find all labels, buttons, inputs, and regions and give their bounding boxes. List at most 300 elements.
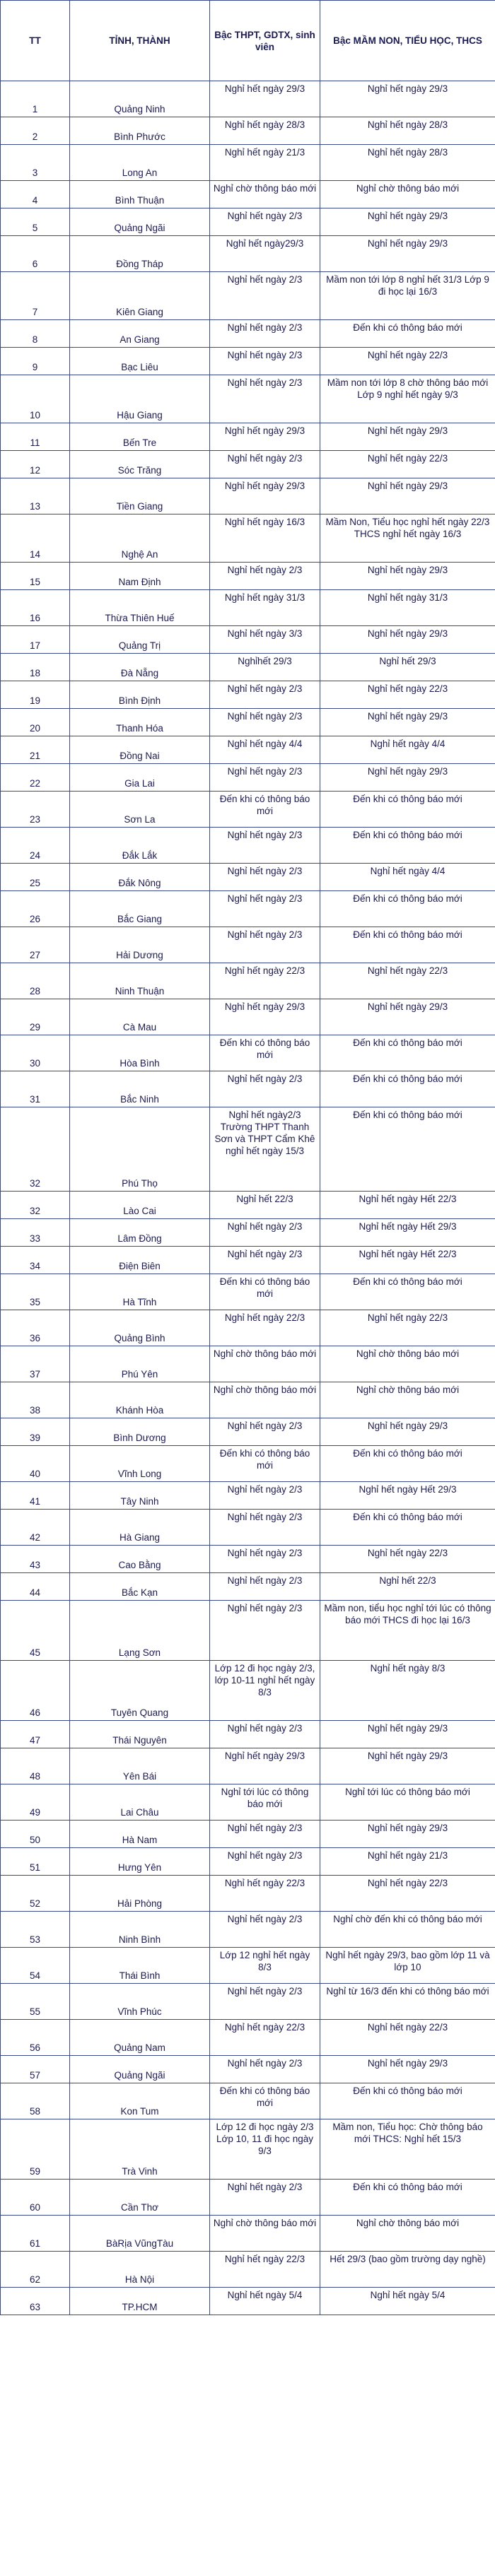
row-number: 29 [1,999,70,1035]
row-number: 37 [1,1346,70,1382]
table-row [1,1071,495,1107]
province-name: Yên Bái [70,1748,210,1784]
row-number: 16 [1,590,70,626]
row-number: 18 [1,654,70,681]
province-name: Nam Định [70,563,210,590]
thpt-status: Nghỉ hết ngày 29/3 [210,423,320,451]
thpt-status: Nghỉ hết ngày 2/3 [210,864,320,891]
row-number: 15 [1,563,70,590]
province-name: Ninh Bình [70,1912,210,1948]
province-name: Sơn La [70,792,210,828]
table-row [1,2020,495,2056]
thpt-status: Đến khi có thông báo mới [210,792,320,828]
thpt-status: Nghỉ hết ngày 2/3 [210,764,320,792]
province-name: Tuyên Quang [70,1661,210,1721]
province-name: Hậu Giang [70,375,210,423]
row-number: 51 [1,1848,70,1876]
preschool-status: Nghỉ hết ngày 29/3, bao gồm lớp 11 và lớp 10 [320,1948,495,1984]
thpt-status: Nghỉ hết ngày 21/3 [210,145,320,181]
preschool-status: Nghỉ hết ngày 29/3 [320,563,495,590]
row-number: 24 [1,828,70,864]
province-name: TP.HCM [70,2288,210,2315]
thpt-status: Nghỉ hết ngày 2/3 [210,2180,320,2216]
province-name: Hà Giang [70,1510,210,1546]
preschool-status: Nghỉ hết ngày 29/3 [320,1748,495,1784]
preschool-status: Nghỉ hết ngày 29/3 [320,1418,495,1446]
table-row [1,1848,495,1876]
row-number: 3 [1,145,70,181]
thpt-status: Nghỉ hết ngày 29/3 [210,478,320,514]
thpt-status: Nghỉ hết ngày 22/3 [210,1876,320,1912]
thpt-status: Đến khi có thông báo mới [210,1274,320,1310]
row-number: 19 [1,681,70,709]
row-number: 43 [1,1546,70,1573]
thpt-status: Nghỉ chờ thông báo mới [210,1346,320,1382]
thpt-status: Nghỉ hết ngày 28/3 [210,117,320,145]
row-number: 56 [1,2020,70,2056]
table-row [1,272,495,320]
preschool-status: Nghỉ hết 29/3 [320,654,495,681]
preschool-status: Nghỉ hết ngày 28/3 [320,117,495,145]
thpt-status: Nghỉ hết ngày 2/3 [210,1573,320,1601]
thpt-status: Nghỉ hết ngày 22/3 [210,963,320,999]
province-name: Đà Nẵng [70,654,210,681]
thpt-status: Nghỉ hết ngày 2/3 [210,1848,320,1876]
table-row [1,1748,495,1784]
table-row [1,864,495,891]
row-number: 12 [1,451,70,478]
row-number: 13 [1,478,70,514]
row-number: 46 [1,1661,70,1721]
province-name: Kon Tum [70,2083,210,2119]
table-row [1,1912,495,1948]
table-row [1,736,495,764]
preschool-status: Đến khi có thông báo mới [320,1071,495,1107]
preschool-status: Đến khi có thông báo mới [320,828,495,864]
table-row [1,1482,495,1510]
province-name: Cần Thơ [70,2180,210,2216]
row-number: 41 [1,1482,70,1510]
table-row [1,1546,495,1573]
preschool-status: Đến khi có thông báo mới [320,792,495,828]
row-number: 5 [1,208,70,236]
thpt-status: Nghỉ hết ngày 2/3 [210,1482,320,1510]
province-name: Bình Phước [70,117,210,145]
thpt-status: Nghỉ hết ngày 2/3 [210,272,320,320]
preschool-status: Nghỉ hết ngày 29/3 [320,236,495,272]
province-name: Đồng Tháp [70,236,210,272]
province-name: Ninh Thuận [70,963,210,999]
preschool-status: Nghỉ hết ngày 8/3 [320,1661,495,1721]
table-row [1,375,495,423]
table-row [1,828,495,864]
preschool-status: Đến khi có thông báo mới [320,2180,495,2216]
table-row [1,1601,495,1661]
preschool-status: Nghỉ hết ngày 28/3 [320,145,495,181]
row-number: 6 [1,236,70,272]
preschool-status: Nghỉ hết ngày Hết 22/3 [320,1192,495,1219]
thpt-status: Nghỉ hết 22/3 [210,1192,320,1219]
province-name: Trà Vinh [70,2119,210,2180]
province-name: Bến Tre [70,423,210,451]
thpt-status: Nghỉ hết ngày29/3 [210,236,320,272]
preschool-status: Nghỉ hết ngày Hết 29/3 [320,1219,495,1247]
preschool-status: Nghỉ hết ngày 29/3 [320,81,495,117]
province-name: Đắk Lắk [70,828,210,864]
table-row [1,681,495,709]
table-row [1,1247,495,1274]
row-number: 1 [1,81,70,117]
preschool-status: Nghỉ chờ thông báo mới [320,2216,495,2252]
preschool-status: Hết 29/3 (bao gồm trường dạy nghề) [320,2252,495,2288]
preschool-status: Nghỉ hết ngày 21/3 [320,1848,495,1876]
thpt-status: Nghỉ hết ngày 2/3 [210,1984,320,2020]
table-row [1,2288,495,2315]
table-row [1,1984,495,2020]
province-name: Thừa Thiên Huế [70,590,210,626]
table-row [1,1784,495,1821]
preschool-status: Mầm non, Tiểu học: Chờ thông báo mới THCS: Nghỉ hết 15/3 [320,2119,495,2180]
row-number: 22 [1,764,70,792]
province-name: Vĩnh Phúc [70,1984,210,2020]
table-row [1,927,495,963]
row-number: 63 [1,2288,70,2315]
preschool-status: Nghỉ chờ thông báo mới [320,1382,495,1418]
row-number: 42 [1,1510,70,1546]
row-number: 33 [1,1219,70,1247]
province-name: Phú Yên [70,1346,210,1382]
preschool-status: Nghỉ hết ngày 29/3 [320,764,495,792]
row-number: 7 [1,272,70,320]
row-number: 53 [1,1912,70,1948]
province-name: Hà Nội [70,2252,210,2288]
thpt-status: Nghỉ chờ thông báo mới [210,181,320,208]
thpt-status: Đến khi có thông báo mới [210,1446,320,1482]
preschool-status: Nghỉ hết ngày 29/3 [320,478,495,514]
table-row [1,1035,495,1071]
province-name: Tiền Giang [70,478,210,514]
table-row [1,1948,495,1984]
row-number: 55 [1,1984,70,2020]
table-row [1,626,495,654]
row-number: 52 [1,1876,70,1912]
table-row [1,2180,495,2216]
thpt-status: Nghỉ hết ngày 31/3 [210,590,320,626]
table-row [1,2119,495,2180]
row-number: 11 [1,423,70,451]
province-name: Sóc Trăng [70,451,210,478]
province-name: Bắc Kạn [70,1573,210,1601]
table-row [1,590,495,626]
table-body [1,81,495,2315]
province-name: Thái Bình [70,1948,210,1984]
province-name: Quảng Trị [70,626,210,654]
table-row [1,1346,495,1382]
table-row [1,1721,495,1748]
table-row [1,348,495,375]
table-row [1,423,495,451]
thpt-status: Nghỉ hết ngày 2/3 [210,1821,320,1848]
province-name: Gia Lai [70,764,210,792]
province-name: Bình Dương [70,1418,210,1446]
province-name: Đồng Nai [70,736,210,764]
row-number: 35 [1,1274,70,1310]
province-name: Hải Phòng [70,1876,210,1912]
thpt-status: Nghỉ hết ngày 2/3 [210,891,320,927]
thpt-status: Nghỉhết 29/3 [210,654,320,681]
thpt-status: Nghỉ hết ngày 2/3 [210,681,320,709]
preschool-status: Nghỉ hết ngày 29/3 [320,626,495,654]
table-row [1,1876,495,1912]
province-name: Bình Thuận [70,181,210,208]
row-number: 36 [1,1310,70,1346]
thpt-status: Nghỉ hết ngày 4/4 [210,736,320,764]
thpt-status: Nghỉ tới lúc có thông báo mới [210,1784,320,1821]
thpt-status: Nghỉ hết ngày 3/3 [210,626,320,654]
preschool-status: Đến khi có thông báo mới [320,2083,495,2119]
preschool-status: Đến khi có thông báo mới [320,1035,495,1071]
table-row [1,891,495,927]
preschool-status: Nghỉ hết ngày 22/3 [320,963,495,999]
table-row [1,236,495,272]
thpt-status: Nghỉ hết ngày 2/3 [210,375,320,423]
province-name: Quảng Ngãi [70,208,210,236]
preschool-status: Nghỉ hết ngày 29/3 [320,1721,495,1748]
preschool-status: Đến khi có thông báo mới [320,1274,495,1310]
thpt-status: Lớp 12 nghỉ hết ngày 8/3 [210,1948,320,1984]
thpt-status: Nghỉ chờ thông báo mới [210,2216,320,2252]
preschool-status: Đến khi có thông báo mới [320,891,495,927]
province-name: Long An [70,145,210,181]
preschool-status: Mầm Non, Tiểu học nghỉ hết ngày 22/3 THCS nghỉ hết ngày 16/3 [320,514,495,563]
province-name: Quảng Ninh [70,81,210,117]
province-name: Nghệ An [70,514,210,563]
preschool-status: Nghỉ hết ngày 5/4 [320,2288,495,2315]
table-row [1,1192,495,1219]
table-row [1,999,495,1035]
row-number: 9 [1,348,70,375]
preschool-status: Mầm non, tiểu học nghỉ tới lúc có thông báo mới THCS đi học lại 16/3 [320,1601,495,1661]
preschool-status: Đến khi có thông báo mới [320,927,495,963]
province-name: Hưng Yên [70,1848,210,1876]
row-number: 28 [1,963,70,999]
preschool-status: Nghỉ tới lúc có thông báo mới [320,1784,495,1821]
preschool-status: Nghỉ hết ngày 22/3 [320,348,495,375]
table-row [1,181,495,208]
row-number: 54 [1,1948,70,1984]
province-name: Vĩnh Long [70,1446,210,1482]
preschool-status: Nghỉ chờ đến khi có thông báo mới [320,1912,495,1948]
thpt-status: Nghỉ hết ngày 22/3 [210,2252,320,2288]
preschool-status: Nghỉ chờ thông báo mới [320,181,495,208]
province-name: Lào Cai [70,1192,210,1219]
row-number: 57 [1,2056,70,2083]
preschool-status: Mầm non tới lớp 8 chờ thông báo mới Lớp 9 nghỉ hết ngày 9/3 [320,375,495,423]
preschool-status: Nghỉ hết ngày 22/3 [320,1876,495,1912]
table-row [1,2083,495,2119]
thpt-status: Nghỉ hết ngày 22/3 [210,2020,320,2056]
thpt-status: Nghỉ hết ngày 2/3 [210,1219,320,1247]
preschool-status: Nghỉ hết ngày 22/3 [320,451,495,478]
thpt-status: Nghỉ hết ngày 2/3 [210,1418,320,1446]
province-name: Phú Thọ [70,1107,210,1192]
thpt-status: Đến khi có thông báo mới [210,1035,320,1071]
thpt-status: Nghỉ hết ngày 2/3 [210,1912,320,1948]
row-number: 59 [1,2119,70,2180]
province-name: Cà Mau [70,999,210,1035]
preschool-status: Nghỉ hết ngày 22/3 [320,1546,495,1573]
table-row [1,320,495,348]
province-name: Bắc Ninh [70,1071,210,1107]
province-name: Điện Biên [70,1247,210,1274]
preschool-status: Đến khi có thông báo mới [320,1107,495,1192]
province-name: Lạng Sơn [70,1601,210,1661]
row-number: 40 [1,1446,70,1482]
province-name: Bình Định [70,681,210,709]
table-row [1,792,495,828]
thpt-status: Nghỉ hết ngày 2/3 [210,563,320,590]
table-row [1,2056,495,2083]
row-number: 30 [1,1035,70,1071]
province-name: Bắc Giang [70,891,210,927]
province-name: Hà Tĩnh [70,1274,210,1310]
thpt-status: Nghỉ hết ngày 2/3 [210,828,320,864]
thpt-status: Nghỉ hết ngày 2/3 [210,451,320,478]
province-name: Đắk Nông [70,864,210,891]
table-row [1,1274,495,1310]
table-row [1,208,495,236]
province-name: Lâm Đồng [70,1219,210,1247]
preschool-status: Mầm non tới lớp 8 nghỉ hết 31/3 Lớp 9 đi học lại 16/3 [320,272,495,320]
table-header-row [1,1,495,81]
table-row [1,1418,495,1446]
row-number: 10 [1,375,70,423]
province-name: An Giang [70,320,210,348]
table-row [1,709,495,736]
thpt-status: Nghỉ hết ngày 2/3 [210,927,320,963]
preschool-status: Nghỉ hết ngày 4/4 [320,864,495,891]
row-number: 26 [1,891,70,927]
table-row [1,145,495,181]
row-number: 39 [1,1418,70,1446]
preschool-status: Nghỉ hết ngày 29/3 [320,709,495,736]
table-row [1,81,495,117]
table-row [1,451,495,478]
thpt-status: Nghỉ hết ngày 2/3 [210,208,320,236]
table-row [1,1107,495,1192]
row-number: 34 [1,1247,70,1274]
thpt-status: Nghỉ hết ngày 22/3 [210,1310,320,1346]
preschool-status: Nghỉ hết ngày Hết 29/3 [320,1482,495,1510]
thpt-status: Nghỉ hết ngày 2/3 [210,1071,320,1107]
table-row [1,2252,495,2288]
thpt-status: Nghỉ hết ngày 2/3 [210,709,320,736]
row-number: 20 [1,709,70,736]
table-row [1,1573,495,1601]
row-number: 50 [1,1821,70,1848]
preschool-status: Nghỉ chờ thông báo mới [320,1346,495,1382]
table-row [1,117,495,145]
table-row [1,1821,495,1848]
province-name: Thái Nguyên [70,1721,210,1748]
preschool-status: Đến khi có thông báo mới [320,1446,495,1482]
province-name: Khánh Hòa [70,1382,210,1418]
province-name: Hòa Bình [70,1035,210,1071]
thpt-status: Nghỉ hết ngày 2/3 [210,1510,320,1546]
row-number: 14 [1,514,70,563]
thpt-status: Nghỉ hết ngày 2/3 [210,320,320,348]
preschool-status: Nghỉ hết ngày 22/3 [320,1310,495,1346]
table-row [1,2216,495,2252]
thpt-status: Nghỉ hết ngày 29/3 [210,999,320,1035]
preschool-status: Nghỉ hết ngày 22/3 [320,681,495,709]
province-name: Kiên Giang [70,272,210,320]
thpt-status: Nghỉ hết ngày 2/3 [210,1546,320,1573]
table-row [1,1382,495,1418]
thpt-status: Nghỉ hết ngày 29/3 [210,81,320,117]
header-province: TỈNH, THÀNH [70,1,210,81]
province-name: Quảng Ngãi [70,2056,210,2083]
row-number: 45 [1,1601,70,1661]
preschool-status: Đến khi có thông báo mới [320,1510,495,1546]
province-name: Quảng Bình [70,1310,210,1346]
province-name: Cao Bằng [70,1546,210,1573]
preschool-status: Nghỉ hết ngày 29/3 [320,1821,495,1848]
thpt-status: Nghỉ hết ngày 29/3 [210,1748,320,1784]
table-row [1,1661,495,1721]
thpt-status: Nghỉ hết ngày2/3 Trường THPT Thanh Sơn và THPT Cẩm Khê nghỉ hết ngày 15/3 [210,1107,320,1192]
row-number: 31 [1,1071,70,1107]
row-number: 44 [1,1573,70,1601]
header-preschool: Bậc MẦM NON, TIỂU HỌC, THCS [320,1,495,81]
thpt-status: Nghỉ hết ngày 16/3 [210,514,320,563]
table-row [1,654,495,681]
preschool-status: Nghỉ từ 16/3 đến khi có thông báo mới [320,1984,495,2020]
table-row [1,478,495,514]
row-number: 4 [1,181,70,208]
province-name: BàRịa VũngTàu [70,2216,210,2252]
row-number: 38 [1,1382,70,1418]
thpt-status: Lớp 12 đi học ngày 2/3 Lớp 10, 11 đi học ngày 9/3 [210,2119,320,2180]
preschool-status: Nghỉ hết ngày 31/3 [320,590,495,626]
row-number: 32 [1,1192,70,1219]
thpt-status: Đến khi có thông báo mới [210,2083,320,2119]
table-row [1,963,495,999]
province-name: Hà Nam [70,1821,210,1848]
preschool-status: Nghỉ hết ngày 29/3 [320,208,495,236]
preschool-status: Nghỉ hết ngày 22/3 [320,2020,495,2056]
row-number: 60 [1,2180,70,2216]
row-number: 17 [1,626,70,654]
thpt-status: Nghỉ hết ngày 2/3 [210,348,320,375]
row-number: 2 [1,117,70,145]
table-row [1,1219,495,1247]
table-row [1,1446,495,1482]
preschool-status: Nghỉ hết ngày 29/3 [320,999,495,1035]
header-thpt: Bậc THPT, GDTX, sinh viên [210,1,320,81]
thpt-status: Lớp 12 đi học ngày 2/3, lớp 10-11 nghỉ hết ngày 8/3 [210,1661,320,1721]
row-number: 58 [1,2083,70,2119]
preschool-status: Nghỉ hết ngày 29/3 [320,2056,495,2083]
province-name: Thanh Hóa [70,709,210,736]
thpt-status: Nghỉ hết ngày 2/3 [210,1721,320,1748]
preschool-status: Đến khi có thông báo mới [320,320,495,348]
preschool-status: Nghỉ hết ngày 4/4 [320,736,495,764]
row-number: 48 [1,1748,70,1784]
thpt-status: Nghỉ hết ngày 2/3 [210,1247,320,1274]
row-number: 21 [1,736,70,764]
row-number: 23 [1,792,70,828]
